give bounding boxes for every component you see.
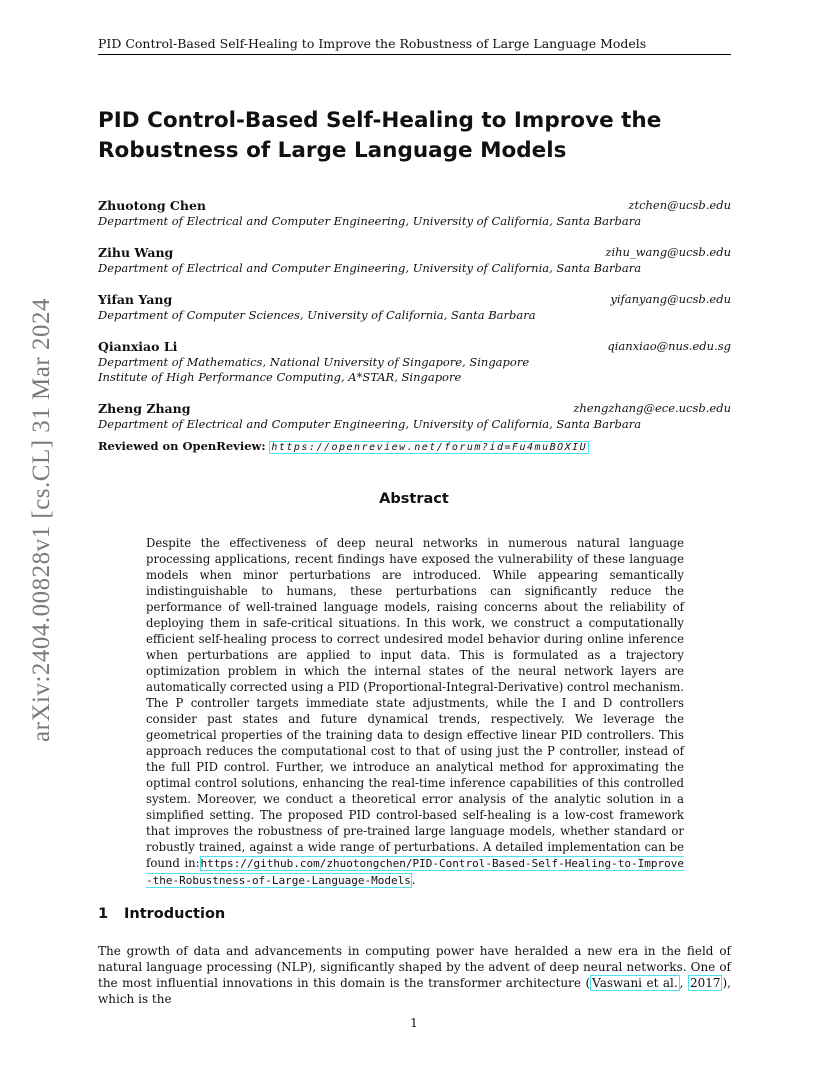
author-email[interactable]: yifanyang@ucsb.edu [610,292,731,306]
author-block [98,339,731,385]
code-repository-link[interactable]: https://github.com/zhuotongchen/PID-Control-Based-Self-Healing-to-Improve-the-Robustness-of-Large-Language-Models [146,857,684,887]
author-block [98,198,731,229]
author-name: Qianxiao Li [98,339,178,354]
introduction-paragraph [98,943,731,1007]
openreview-label: Reviewed on OpenReview: [98,439,266,453]
citation-year-link[interactable]: 2017 [689,976,721,990]
author-affiliation: Department of Computer Sciences, University of California, Santa Barbara [98,308,536,322]
section-heading [98,906,225,922]
abstract-heading: Abstract [379,491,449,507]
author-email[interactable]: zihu_wang@ucsb.edu [605,245,731,259]
author-name: Zhuotong Chen [98,198,207,213]
citation-separator: , [679,976,688,990]
abstract-end: . [411,873,416,887]
intro-text: The growth of data and advancements in computing power have heralded a new era in the field of natural language processing (NLP), significantly shaped by the advent of deep neural networks. One of the most influential innovations in this domain is the transformer architecture ( [98,944,731,990]
author-affiliation: Department of Mathematics, National University of Singapore, Singapore [98,355,530,369]
intro-text-continued: ), which is the [98,976,731,1006]
author-email[interactable]: qianxiao@nus.edu.sg [607,339,731,353]
author-block [98,401,731,432]
author-block [98,292,731,323]
citation-author-link[interactable]: Vaswani et al. [592,976,678,990]
page-number: 1 [410,1016,418,1030]
openreview-link[interactable]: https://openreview.net/forum?id=Fu4muBOXIU [271,442,588,453]
abstract-text: Despite the effectiveness of deep neural networks in numerous natural language processing applications, recent findings have exposed the vulnerability of these language models when minor perturbations are introduced. While appearing semantically indistinguishable to humans, these perturbations can significantly reduce the performance of well-trained language models, raising concerns about the reliability of deploying them in safe-critical situations. In this work, we construct a computationally efficient self-healing process to correct undesired model behavior during online inference when perturbations are applied to input data. This is formulated as a trajectory optimization problem in which the internal states of the neural network layers are automatically corrected using a PID (Proportional-Integral-Derivative) control mechanism. The P controller targets immediate state adjustments, while the I and D controllers consider past states and future dynamical trends, respectively. We leverage the geometrical properties of the training data to design effective linear PID controllers. This approach reduces the computational cost to that of using just the P controller, instead of the full PID control. Further, we introduce an analytical method for approximating the optimal control solutions, enhancing the real-time inference capabilities of this controlled system. Moreover, we conduct a theoretical error analysis of the analytic solution in a simplified setting. The proposed PID control-based self-healing is a low-cost framework that improves the robustness of pre-trained large language models, whether standard or robustly trained, against a wide range of perturbations. A detailed implementation can be found in: [146,536,684,870]
author-list [98,198,731,448]
author-name: Zihu Wang [98,245,174,260]
author-name: Zheng Zhang [98,401,191,416]
abstract-body [146,535,684,889]
author-email[interactable]: ztchen@ucsb.edu [628,198,731,212]
author-email[interactable]: zhengzhang@ece.ucsb.edu [573,401,731,415]
openreview-line [98,439,589,453]
paper-title: PID Control-Based Self-Healing to Improve the Robustness of Large Language Models [98,108,662,163]
author-block [98,245,731,276]
author-name: Yifan Yang [98,292,173,307]
section-number: 1 [98,906,109,922]
arxiv-identifier-text: arXiv:2404.00828v1 [cs.CL] 31 Mar 2024 [28,298,55,742]
running-head: PID Control-Based Self-Healing to Improve the Robustness of Large Language Models [98,36,731,55]
author-affiliation: Department of Electrical and Computer Engineering, University of California, Santa Barbara [98,261,642,275]
author-affiliation: Department of Electrical and Computer Engineering, University of California, Santa Barbara [98,417,642,431]
section-title: Introduction [124,906,226,922]
author-affiliation: Department of Electrical and Computer Engineering, University of California, Santa Barbara [98,214,642,228]
author-affiliation: Institute of High Performance Computing, A*STAR, Singapore [98,370,462,384]
